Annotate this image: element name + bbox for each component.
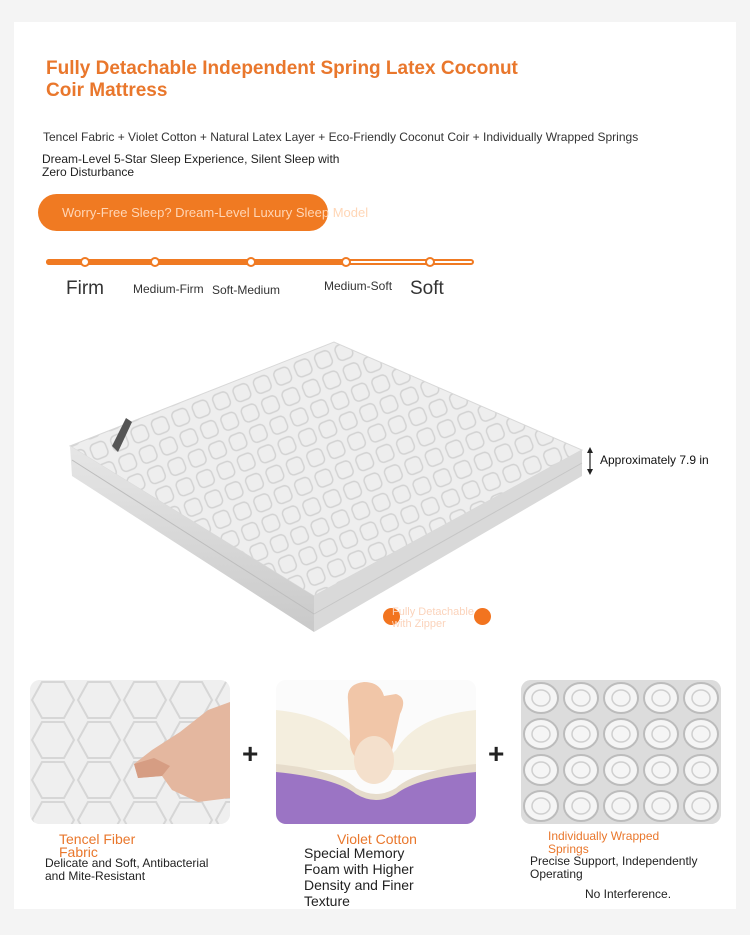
- scale-fill: [46, 259, 350, 265]
- tencel-fabric-photo: [30, 680, 230, 824]
- scale-dot-soft-medium: [246, 257, 256, 267]
- scale-dot-firm: [80, 257, 90, 267]
- plus-sign-2: +: [488, 738, 505, 769]
- feature-3-note: No Interference.: [585, 887, 672, 901]
- thickness-label: Approximately 7.9 in: [600, 453, 709, 467]
- label-medium-soft: Medium-Soft: [324, 279, 393, 293]
- label-firm: Firm: [66, 278, 104, 299]
- layers-line: Tencel Fabric + Violet Cotton + Natural Latex Layer + Eco-Friendly Coconut Coir + Individually Wrapped Springs: [43, 130, 639, 144]
- tagline: Dream-Level 5-Star Sleep Experience, Silent Sleep with Zero Disturbance: [42, 152, 340, 179]
- feature-1-desc: Delicate and Soft, Antibacterial and Mite-Resistant: [45, 856, 209, 883]
- feature-2-desc: Special Memory Foam with Higher Density and Finer Texture: [304, 845, 414, 909]
- feature-2-title: Violet Cotton: [337, 831, 417, 847]
- wrapped-springs-photo: [521, 680, 721, 824]
- thickness-arrow-icon: [586, 446, 594, 481]
- label-soft-medium: Soft-Medium: [212, 283, 281, 297]
- plus-sign-1: +: [242, 738, 259, 769]
- feature-1-title: Tencel Fiber Fabric: [59, 831, 136, 860]
- sleep-model-pill: [38, 194, 369, 231]
- scale-dot-medium-firm: [150, 257, 160, 267]
- feature-3-desc: Precise Support, Independently Operating: [530, 854, 698, 881]
- feature-3-title: Individually Wrapped Springs: [548, 829, 660, 856]
- pill-text: Worry-Free Sleep? Dream-Level Luxury Sleep Model: [62, 205, 369, 220]
- scale-dot-soft: [425, 257, 435, 267]
- label-medium-firm: Medium-Firm: [133, 282, 204, 296]
- zipper-label: Fully Detachable with Zipper: [392, 606, 474, 630]
- label-soft: Soft: [410, 278, 444, 299]
- mattress-image: [64, 334, 594, 636]
- product-card: [14, 22, 736, 909]
- product-title: Fully Detachable Independent Spring Latex Coconut Coir Mattress: [46, 58, 518, 101]
- scale-dot-medium-soft: [341, 257, 351, 267]
- violet-cotton-photo: [276, 680, 476, 824]
